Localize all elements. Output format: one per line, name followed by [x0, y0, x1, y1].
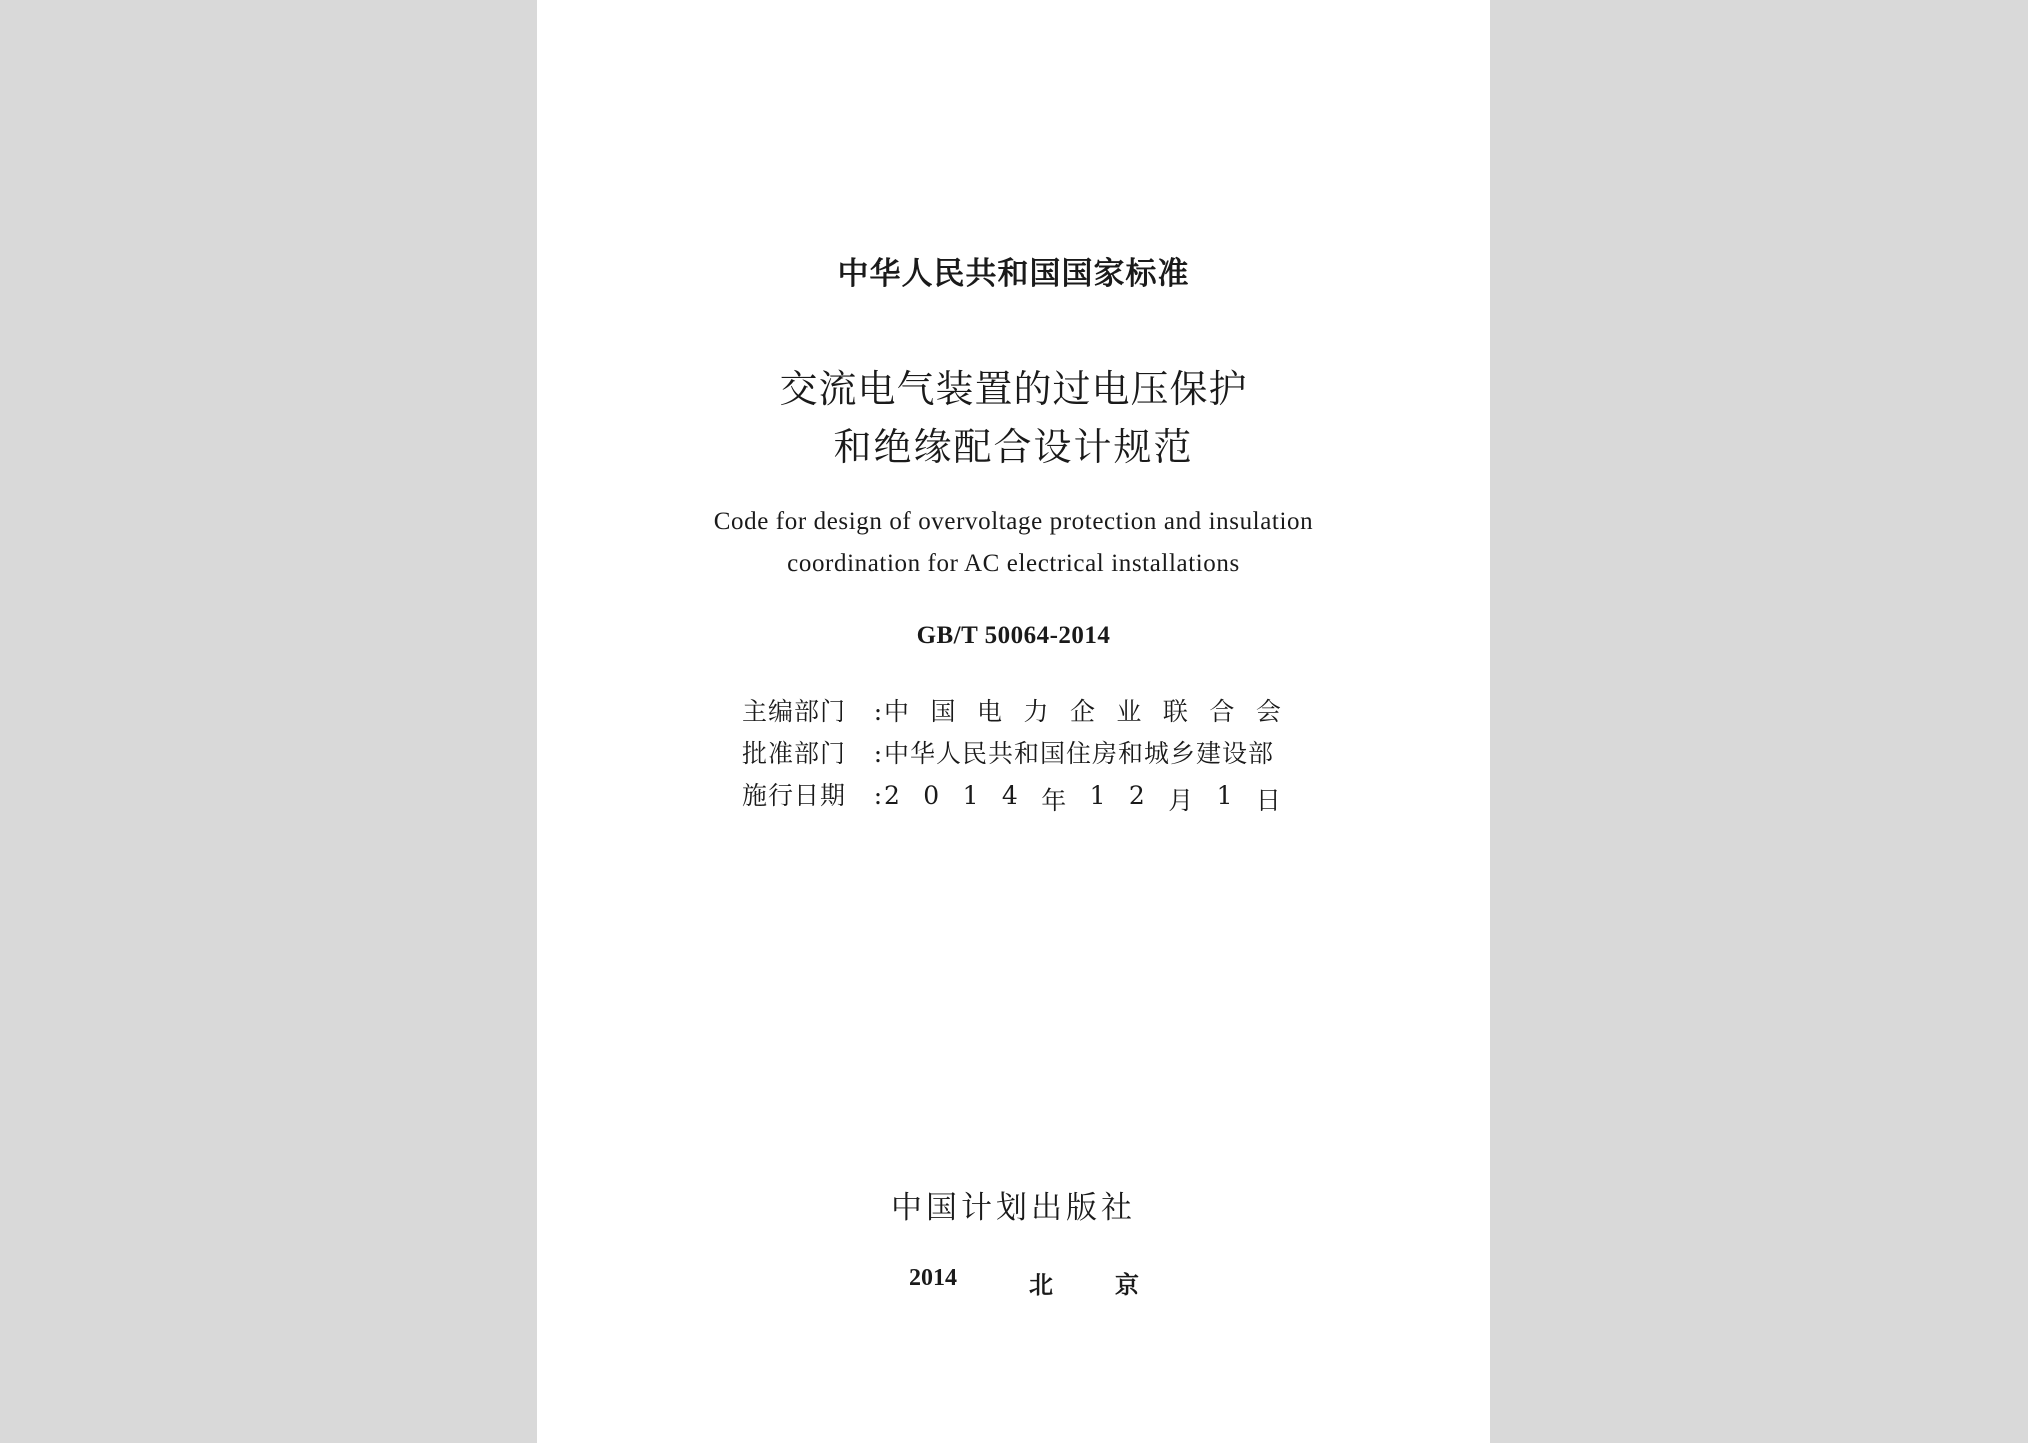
title-chinese-line-1: 交流电气装置的过电压保护	[779, 367, 1248, 411]
standard-category: 中华人民共和国国家标准	[837, 256, 1190, 292]
document-page	[537, 0, 1490, 1443]
spread-char: 力	[1023, 697, 1050, 726]
effective-date-label: 施行日期	[742, 781, 847, 810]
editor-colon: :	[873, 697, 883, 726]
approver-row	[742, 734, 1282, 776]
editor-label: 主编部门	[742, 697, 847, 726]
editor-row	[742, 692, 1282, 734]
spread-char: 联	[1162, 697, 1189, 726]
spread-char: 国	[930, 697, 957, 726]
effective-date-row	[742, 776, 1282, 818]
spread-char: 2	[884, 781, 901, 810]
approver-label: 批准部门	[742, 739, 847, 768]
editor-value	[884, 692, 1282, 728]
spread-char: 0	[923, 781, 941, 810]
effective-date-value	[884, 781, 1282, 817]
spread-char: 日	[1255, 786, 1282, 815]
imprint	[909, 1265, 1139, 1300]
spread-char: 4	[1001, 781, 1019, 810]
spread-char: 会	[1255, 697, 1282, 726]
spread-char: 1	[962, 781, 980, 810]
spread-char: 合	[1209, 697, 1236, 726]
title-english-line-1: Code for design of overvoltage protection and insulation	[713, 508, 1314, 535]
spread-char: 企	[1069, 697, 1096, 726]
effective-date-colon: :	[873, 781, 883, 810]
spread-char: 1	[1216, 781, 1234, 810]
spread-char: 业	[1116, 697, 1143, 726]
spread-char: 2	[1128, 781, 1146, 810]
spread-char: 电	[976, 697, 1003, 726]
title-english-line-2: coordination for AC electrical installations	[787, 550, 1240, 577]
spread-char: 京	[1115, 1270, 1139, 1299]
approver-value: 中华人民共和国住房和城乡建设部	[884, 739, 1275, 768]
spread-char: 中	[884, 697, 911, 726]
spread-char: 月	[1168, 786, 1195, 815]
issuing-info	[742, 692, 1282, 818]
publisher-name: 中国计划出版社	[891, 1190, 1136, 1226]
spread-char: 1	[1089, 781, 1107, 810]
title-chinese-line-2: 和绝缘配合设计规范	[833, 425, 1194, 469]
imprint-city	[1029, 1265, 1139, 1300]
spread-char: 年	[1041, 786, 1068, 815]
standard-code: GB/T 50064-2014	[916, 622, 1111, 649]
spread-char: 北	[1029, 1270, 1053, 1299]
approver-colon: :	[873, 739, 883, 768]
imprint-year: 2014	[909, 1265, 957, 1291]
